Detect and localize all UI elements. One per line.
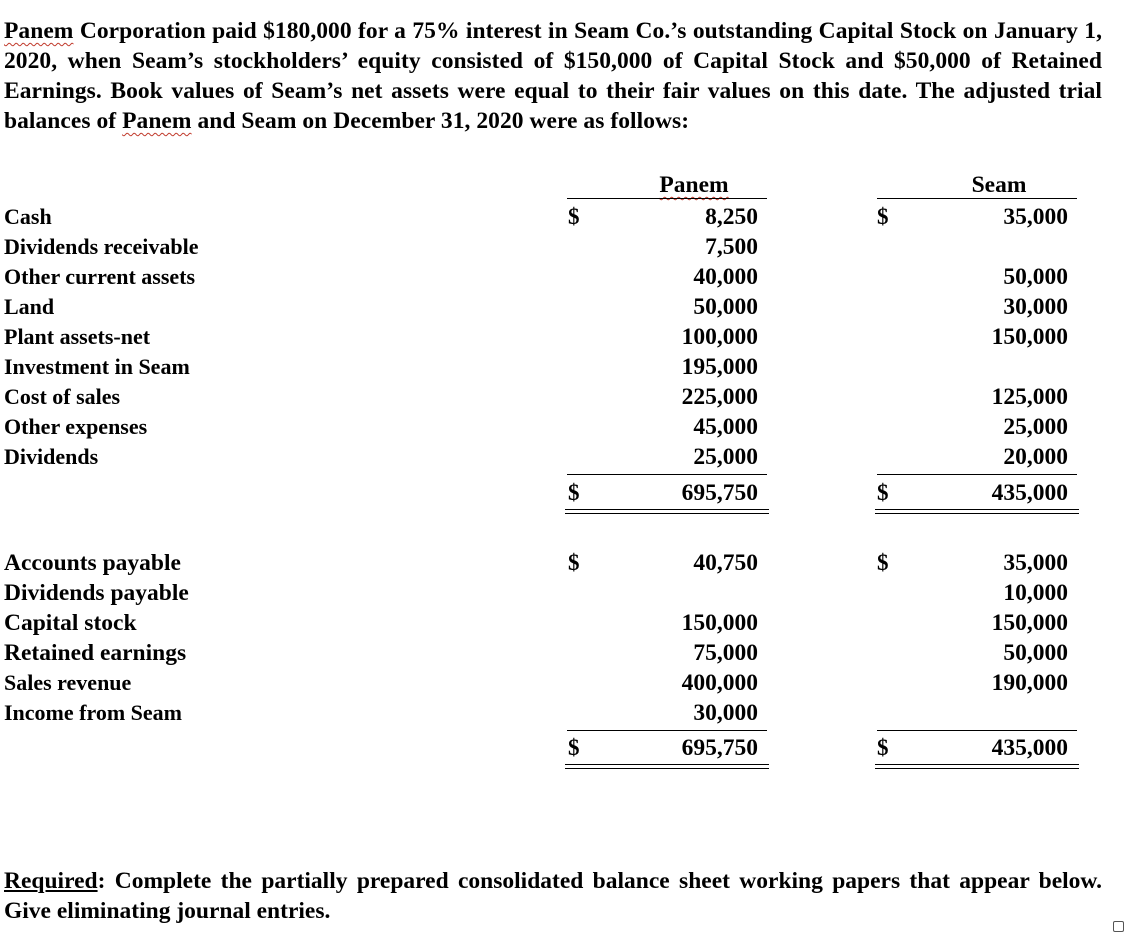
seam-column-header: Seam: [971, 172, 1027, 198]
account-label: Plant assets-net: [4, 324, 151, 349]
currency-symbol: $: [877, 480, 889, 505]
seam-amount: 125,000: [991, 384, 1068, 410]
panem-amount: 8,250: [705, 204, 758, 230]
total-double-rule: [875, 764, 1079, 765]
panem-amount: 45,000: [693, 414, 758, 440]
total-double-rule: [875, 509, 1079, 510]
required-label: Required: [4, 868, 98, 894]
currency-symbol: $: [568, 735, 580, 760]
account-label: Dividends: [4, 444, 99, 469]
panem-amount: 25,000: [693, 444, 758, 470]
panem-column-header: Panem: [659, 172, 729, 198]
currency-symbol: $: [877, 735, 889, 760]
panem-header-rule: [567, 198, 767, 199]
checkbox-icon[interactable]: [1113, 921, 1124, 932]
panem-amount: 75,000: [693, 640, 758, 666]
total-double-rule: [565, 764, 769, 765]
seam-total: 435,000: [991, 735, 1068, 761]
seam-amount: 20,000: [1003, 444, 1068, 470]
panem-amount: 40,750: [693, 550, 758, 576]
currency-symbol: $: [877, 550, 889, 575]
required-text: : Complete the partially prepared consolidated balance sheet working papers that appear below. Give eliminating journal entries.: [4, 868, 1102, 924]
panem-amount: 150,000: [681, 610, 758, 636]
subtotal-rule: [567, 474, 767, 475]
account-label: Land: [4, 294, 55, 319]
seam-header-rule: [877, 198, 1077, 199]
account-label: Retained earnings: [4, 640, 187, 666]
total-double-rule: [565, 768, 769, 769]
panem-amount: 30,000: [693, 700, 758, 726]
account-label: Income from Seam: [4, 700, 182, 725]
seam-amount: 35,000: [1003, 204, 1068, 230]
subtotal-rule: [877, 474, 1077, 475]
account-label: Dividends payable: [4, 580, 189, 606]
panem-amount: 50,000: [693, 294, 758, 320]
currency-symbol: $: [568, 550, 580, 575]
panem-amount: 195,000: [681, 354, 758, 380]
total-double-rule: [875, 513, 1079, 514]
seam-amount: 25,000: [1003, 414, 1068, 440]
subtotal-rule: [567, 730, 767, 731]
panem-amount: 40,000: [693, 264, 758, 290]
seam-amount: 10,000: [1003, 580, 1068, 606]
seam-amount: 150,000: [991, 324, 1068, 350]
panem-amount: 400,000: [681, 670, 758, 696]
account-label: Other current assets: [4, 264, 196, 289]
seam-total: 435,000: [991, 480, 1068, 506]
panem-amount: 225,000: [681, 384, 758, 410]
seam-amount: 50,000: [1003, 264, 1068, 290]
problem-text-part2: and Seam on December 31, 2020 were as follows:: [191, 108, 690, 134]
seam-amount: 150,000: [991, 610, 1068, 636]
problem-statement: [4, 16, 1102, 136]
account-label: Capital stock: [4, 610, 137, 636]
panem-amount: 7,500: [705, 234, 758, 260]
account-label: Sales revenue: [4, 670, 132, 695]
total-double-rule: [565, 509, 769, 510]
account-label: Cash: [4, 204, 52, 229]
seam-amount: 50,000: [1003, 640, 1068, 666]
currency-symbol: $: [568, 204, 580, 229]
panem-amount: 100,000: [681, 324, 758, 350]
account-label: Other expenses: [4, 414, 148, 439]
company-name-panem: Panem: [4, 18, 74, 44]
seam-amount: 35,000: [1003, 550, 1068, 576]
currency-symbol: $: [568, 480, 580, 505]
seam-amount: 30,000: [1003, 294, 1068, 320]
panem-total: 695,750: [681, 735, 758, 761]
panem-total: 695,750: [681, 480, 758, 506]
total-double-rule: [565, 513, 769, 514]
required-instructions: [4, 866, 1102, 926]
total-double-rule: [875, 768, 1079, 769]
currency-symbol: $: [877, 204, 889, 229]
problem-text-part1: Corporation paid $180,000 for a 75% interest in Seam Co.’s outstanding Capital Stock on January 1, 2020, when Seam’s stockholders’ equity consisted of $150,000 of Capital Stock and $50,000 of Retained Earnings. Book values of Seam’s net assets were equal to their fair values on this date. The adjusted trial balances of: [4, 18, 1102, 134]
seam-amount: 190,000: [991, 670, 1068, 696]
account-label: Cost of sales: [4, 384, 121, 409]
account-label: Dividends receivable: [4, 234, 199, 259]
subtotal-rule: [877, 730, 1077, 731]
account-label: Investment in Seam: [4, 354, 190, 379]
company-name-panem-2: Panem: [122, 108, 192, 134]
account-label: Accounts payable: [4, 550, 181, 576]
